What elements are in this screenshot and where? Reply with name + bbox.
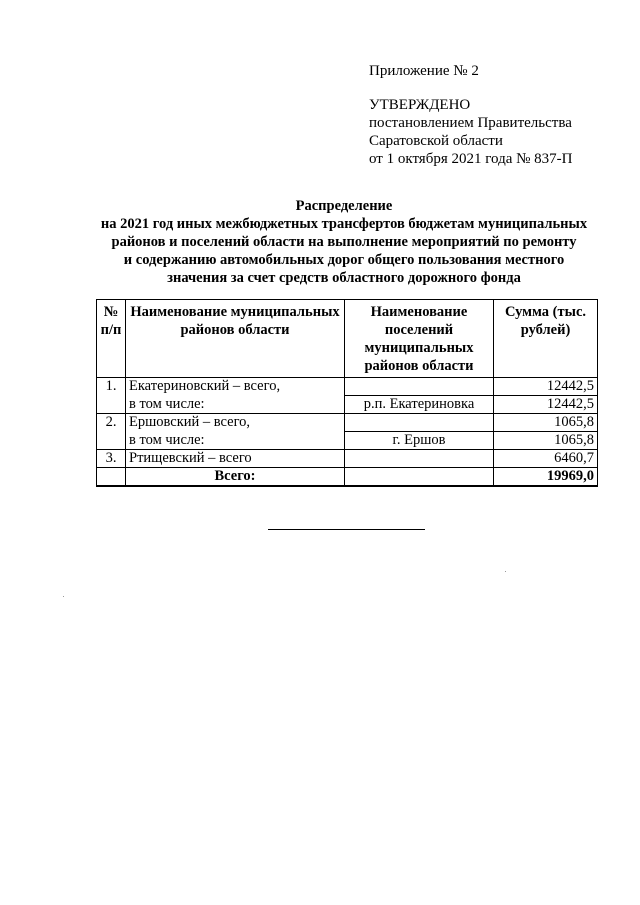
row-num: 1. [97,378,126,414]
row-settlement [345,450,494,468]
row-settlement [345,414,494,432]
table-row [97,378,598,396]
row-settlement [345,378,494,396]
table-row [97,396,598,414]
total-num-cell [97,468,126,487]
approval-line-2: постановлением Правительства [369,115,572,131]
appendix-label: Приложение № 2 [369,63,479,79]
table-row [97,414,598,432]
header-district: Наименование муниципальных районов области [126,300,345,378]
title-line-4: и содержанию автомобильных дорог общего пользования местного [123,252,565,268]
row-sum: 6460,7 [494,450,598,468]
document-title [96,197,592,287]
table-total-row [97,468,598,487]
row-district: Ершовский – всего, [126,414,345,432]
row-district-sub: в том числе: [126,396,345,414]
row-num: 3. [97,450,126,468]
title-line-5: значения за счет средств областного дорожного фонда [167,270,521,286]
title-line-1: Распределение [295,198,393,214]
separator-line [268,529,425,530]
title-line-2: на 2021 год иных межбюджетных трансфертов бюджетам муниципальных [100,216,588,232]
row-settlement-sub: г. Ершов [345,432,494,450]
row-num: 2. [97,414,126,450]
scan-speck [63,596,64,597]
approval-line-3: Саратовской области [369,133,503,149]
header-settlement: Наименование поселений муниципальных районов области [345,300,494,378]
row-district: Ртищевский – всего [126,450,345,468]
row-district: Екатериновский – всего, [126,378,345,396]
total-label: Всего: [126,468,345,487]
table-row [97,450,598,468]
distribution-table [96,299,598,487]
total-value: 19969,0 [494,468,598,487]
row-district-sub: в том числе: [126,432,345,450]
row-sum: 1065,8 [494,414,598,432]
header-num: № п/п [97,300,126,378]
table-header-row [97,300,598,378]
title-line-3: районов и поселений области на выполнение мероприятий по ремонту [111,234,577,250]
total-settlement-cell [345,468,494,487]
row-sum-sub: 12442,5 [494,396,598,414]
header-sum: Сумма (тыс. рублей) [494,300,598,378]
approval-block [369,96,573,168]
scan-speck [505,571,506,572]
row-sum-sub: 1065,8 [494,432,598,450]
row-sum: 12442,5 [494,378,598,396]
approval-line-4: от 1 октября 2021 года № 837-П [369,151,573,167]
row-settlement-sub: р.п. Екатериновка [345,396,494,414]
approval-line-1: УТВЕРЖДЕНО [369,97,471,113]
table-row [97,432,598,450]
